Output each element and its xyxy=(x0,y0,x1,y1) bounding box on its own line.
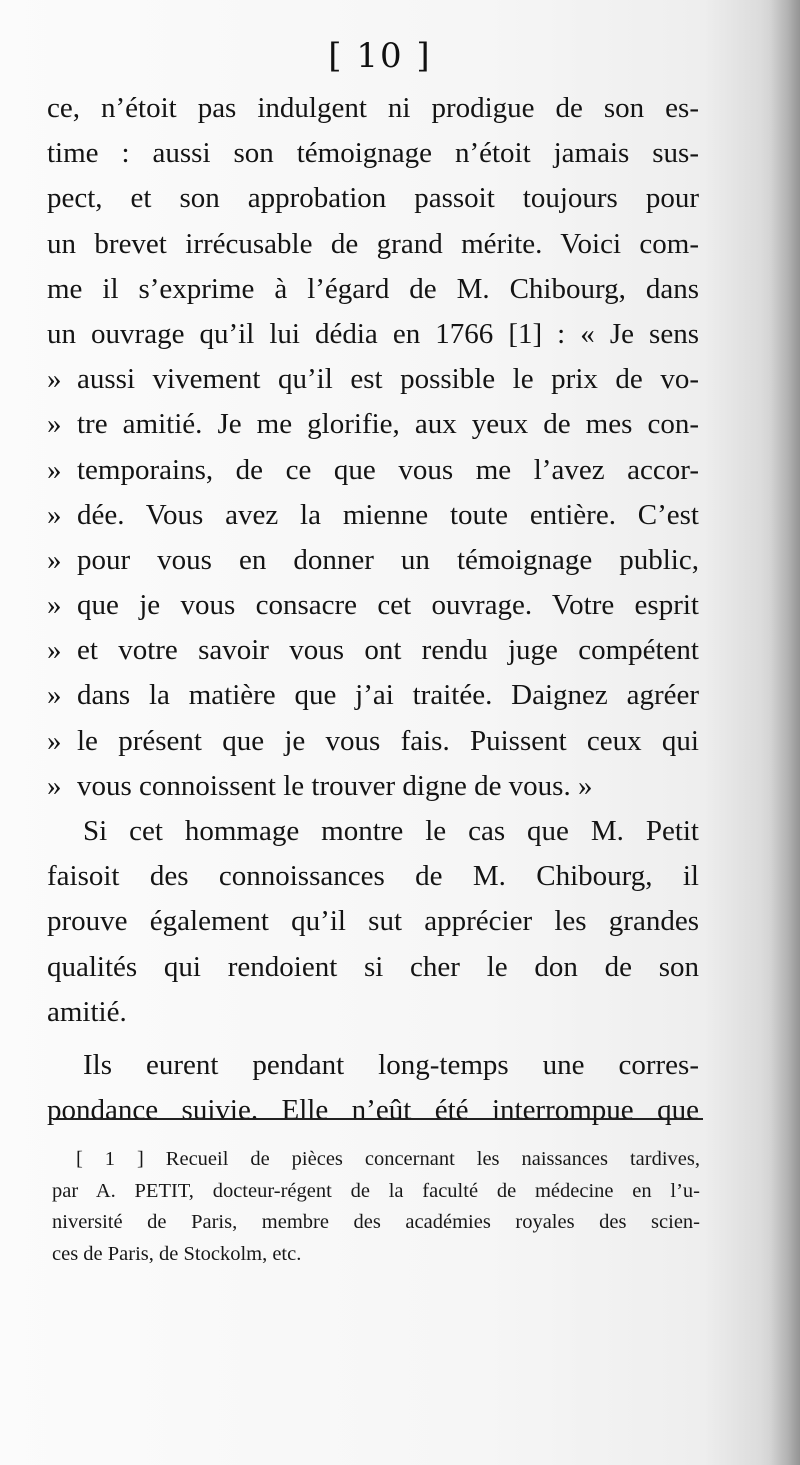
quote-line xyxy=(47,448,699,493)
paragraph-line: faisoit des connoissances de M. Chibourg, il xyxy=(47,860,699,893)
quote-mark: » xyxy=(47,769,62,802)
quote-text: tre amitié. Je me glorifie, aux yeux de mes con- xyxy=(77,408,699,441)
quote-line xyxy=(47,628,699,673)
paragraph-line: amitié. xyxy=(47,995,127,1028)
quote-line xyxy=(47,673,699,718)
text-line: un brevet irrécusable de grand mérite. Voici com- xyxy=(47,227,699,260)
quote-mark: » xyxy=(47,543,62,576)
quote-line xyxy=(47,493,699,538)
paragraph-gap xyxy=(47,1035,699,1043)
quote-text: pour vous en donner un témoignage public, xyxy=(77,543,699,576)
footnote-line: niversité de Paris, membre des académies royales des scien- xyxy=(52,1211,700,1233)
quote-line xyxy=(47,764,699,809)
footnote-rule xyxy=(53,1118,703,1120)
quote-line xyxy=(47,357,699,402)
paragraph-line: Ils eurent pendant long-temps une corres- xyxy=(83,1048,699,1081)
footnote-line: ces de Paris, de Stockolm, etc. xyxy=(52,1242,302,1265)
quote-text: vous connoissent le trouver digne de vous. » xyxy=(77,769,593,802)
quote-line xyxy=(47,538,699,583)
quote-mark: » xyxy=(47,634,62,667)
quote-mark: » xyxy=(47,363,62,396)
quote-text: le présent que je vous fais. Puissent ceux qui xyxy=(77,724,699,757)
text-line: time : aussi son témoignage n’étoit jamais sus- xyxy=(47,137,699,170)
quote-mark: » xyxy=(47,724,62,757)
body-text xyxy=(47,86,699,1133)
quote-mark: » xyxy=(47,453,62,486)
quote-line xyxy=(47,719,699,764)
footnote xyxy=(52,1144,700,1270)
quote-mark: » xyxy=(47,408,62,441)
quote-mark: » xyxy=(47,679,62,712)
footnote-line: par A. PETIT, docteur-régent de la faculté de médecine en l’u- xyxy=(52,1179,700,1202)
paragraph-line: prouve également qu’il sut apprécier les grandes xyxy=(47,905,699,938)
quote-text: que je vous consacre cet ouvrage. Votre esprit xyxy=(77,589,699,622)
footnote-line: [ 1 ] Recueil de pièces concernant les naissances tardives, xyxy=(76,1148,700,1170)
text-line: me il s’exprime à l’égard de M. Chibourg, dans xyxy=(47,272,699,305)
quote-text: dée. Vous avez la mienne toute entière. C’est xyxy=(77,498,699,531)
text-line: un ouvrage qu’il lui dédia en 1766 [1] : « Je sens xyxy=(47,317,699,350)
paragraph-line: qualités qui rendoient si cher le don de son xyxy=(47,950,699,983)
page-number: [ 10 ] xyxy=(328,36,432,76)
text-line: pect, et son approbation passoit toujours pour xyxy=(47,182,699,215)
quote-line xyxy=(47,402,699,447)
quote-text: dans la matière que j’ai traitée. Daignez agréer xyxy=(77,679,699,712)
quote-mark: » xyxy=(47,498,62,531)
quote-line xyxy=(47,583,699,628)
text-line: ce, n’étoit pas indulgent ni prodigue de son es- xyxy=(47,92,699,124)
quote-mark: » xyxy=(47,589,62,622)
quote-text: aussi vivement qu’il est possible le prix de vo- xyxy=(77,363,699,396)
paragraph-line: pondance suivie. Elle n’eût été interrompue que xyxy=(47,1094,699,1127)
quote-text: et votre savoir vous ont rendu juge compétent xyxy=(77,634,699,667)
quote-text: temporains, de ce que vous me l’avez accor- xyxy=(77,453,699,486)
paragraph-line: Si cet hommage montre le cas que M. Petit xyxy=(83,815,699,847)
page-edge-shadow xyxy=(770,0,800,1465)
